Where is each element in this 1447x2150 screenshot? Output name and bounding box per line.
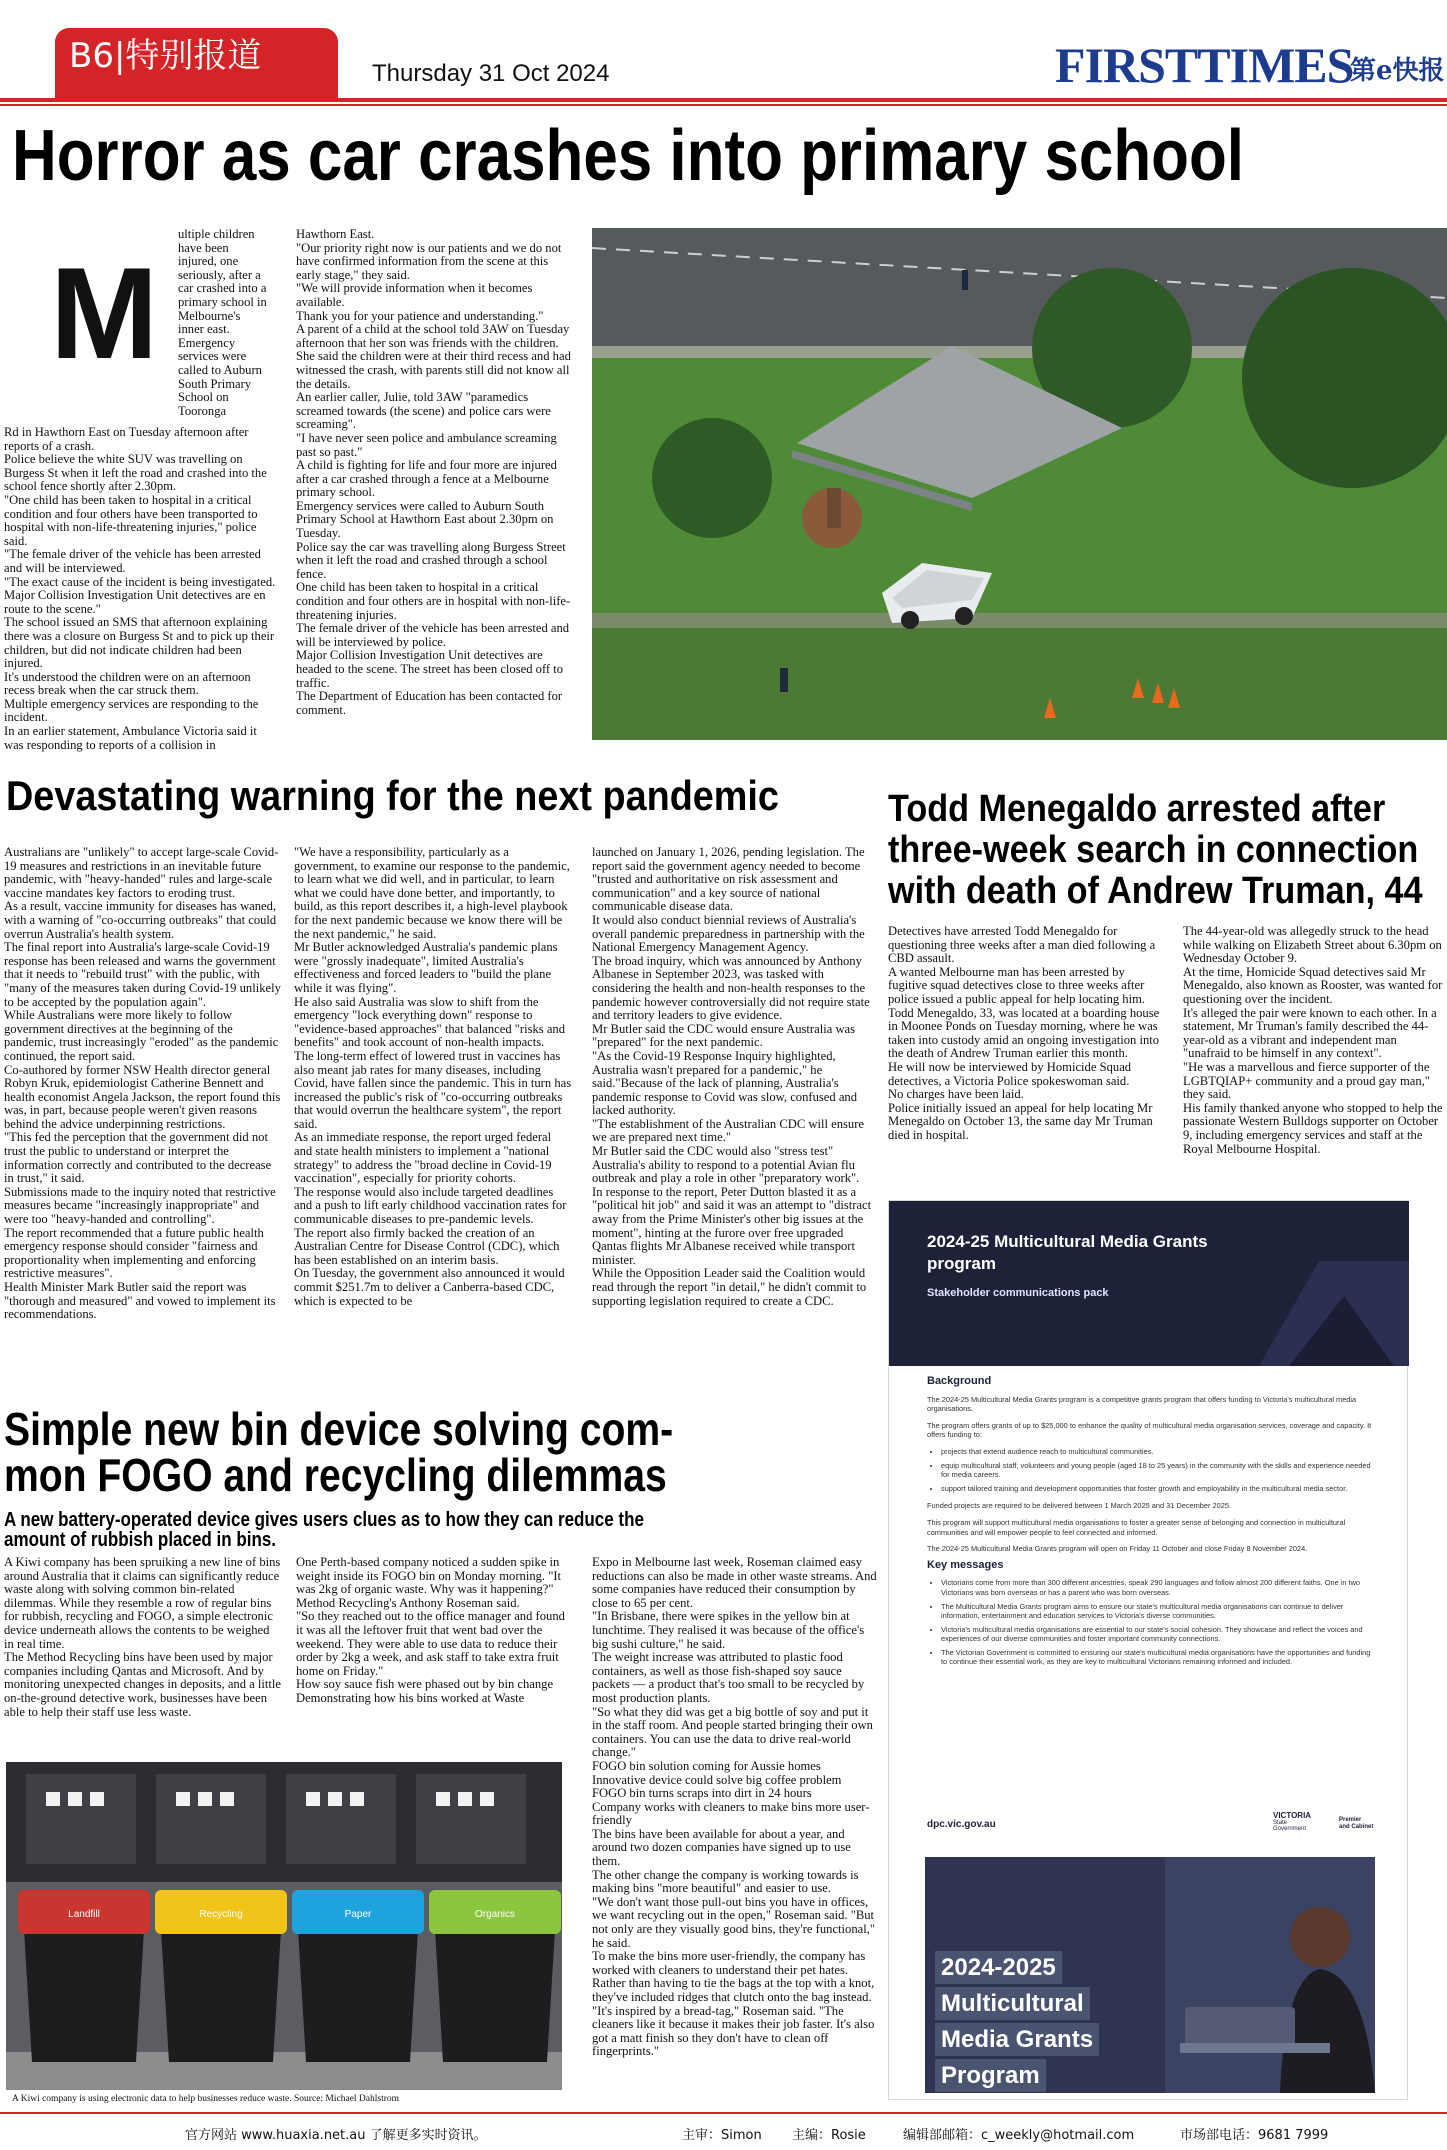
paragraph: The 44-year-old was allegedly struck to the head while walking on Elizabeth Street about 6.30pm on Wednesday October 9.	[1183, 924, 1442, 966]
paragraph: It's understood the children were on an afternoon recess break when the car struck them.	[4, 669, 251, 698]
footer-rule	[0, 2112, 1447, 2114]
paragraph: "This fed the perception that the government did not trust the public to understand or interpret the information correctly and contributed to the decrease in trust," it said.	[4, 1130, 272, 1186]
arrest-headline-line-3: with death of Andrew Truman, 44	[888, 870, 1423, 912]
grants-body	[927, 1371, 1377, 1675]
bins-headline-line-1: Simple new bin device solving com-	[4, 1403, 674, 1455]
banner-line: Multicultural	[935, 1987, 1090, 2020]
victoria-logo-sub2: Government	[1273, 1826, 1307, 1832]
paragraph: Mr Butler acknowledged Australia's pandemic plans were "grossly inadequate", limited Australia's effectiveness and forced leaders to "build the plane while it was flying".	[294, 940, 558, 995]
paragraph: The response would also include targeted deadlines and a push to lift early childhood vaccination rates for communicable diseases to pre-pandemic levels.	[294, 1184, 567, 1227]
bin-body	[24, 1930, 144, 2062]
bin-body	[161, 1930, 281, 2062]
paragraph: Australians are "unlikely" to accept large-scale Covid-19 measures and restrictions in an inevitable future pandemic, with "heavy-handed" rules and large-scale vaccine mandates key factors to eroding trust.	[4, 845, 279, 900]
paragraph: Police believe the white SUV was travelling on Burgess St when it left the road and crashed into the school fence shortly after 2.30pm.	[4, 452, 267, 494]
footer-chief-editor: 主编：Rosie	[792, 2128, 866, 2143]
paragraph: "We will provide information when it becomes available.	[296, 281, 533, 309]
grants-flyer	[888, 1200, 1408, 2100]
paragraph: launched on January 1, 2026, pending legislation. The report said the government agency needed to become "trusted and authoritative on risk assessment and communication" and a key source of national communicable disease data.	[592, 845, 865, 914]
victoria-logo-dept1: Premier	[1339, 1817, 1362, 1823]
bin-label: Recycling	[199, 1909, 243, 1920]
paragraph: Hawthorn East.	[296, 227, 375, 241]
bins-standfirst-line-1: A new battery-operated device gives users clues as to how they can reduce the	[4, 1509, 644, 1531]
banner-line: 2024-2025	[935, 1951, 1062, 1984]
paragraph: His family thanked anyone who stopped to help the passionate Western Bulldogs supporter on October 9, including emergency services and staff at the Royal Melbourne Hospital.	[1183, 1100, 1443, 1156]
paragraph: "He was a marvellous and fierce supporter of the LGBTQIAP+ community and a proud gay man," they said.	[1183, 1059, 1430, 1102]
bin-body	[298, 1930, 418, 2062]
pandemic-headline: Devastating warning for the next pandemic	[6, 772, 779, 819]
banner-line: Media Grants	[935, 2023, 1099, 2056]
paragraph: How soy sauce fish were phased out by bin change	[296, 1677, 554, 1692]
paragraph: As a result, vaccine immunity for diseases has waned, with a warning of "co-occurring outbreaks" that could overrun Australia's health system.	[4, 899, 277, 941]
paragraph: Mr Butler said the CDC would also "stress test" Australia's ability to respond to a potential Avian flu outbreak and play a role in other "preparatory work".	[592, 1144, 860, 1186]
paragraph: It's alleged the pair were known to each other. In a statement, Mr Truman's family described the 44-year-old as a vibrant and independent man "unafraid to be himself in any context".	[1183, 1005, 1437, 1061]
paragraph: "As the Covid-19 Response Inquiry highlighted, Australia wasn't prepared for a pandemic," he said."Because of the lack of planning, Australia's pandemic response to Covid was slow, confused and lacked authority.	[592, 1048, 857, 1118]
paragraph: "The female driver of the vehicle has been arrested and will be interviewed.	[4, 547, 261, 575]
crash-photo	[592, 228, 1447, 740]
paragraph: Company works with cleaners to make bins more user-friendly	[592, 1799, 870, 1828]
paragraph: Major Collision Investigation Unit detectives are headed to the scene. The street has been closed off to traffic.	[296, 648, 564, 690]
paragraph: While Australians were more likely to follow government directives at the beginning of the pandemic, trust increasingly "eroded" as the pandemic continued, the report said.	[4, 1008, 279, 1063]
banner-title	[935, 1951, 1099, 2095]
paragraph: Multiple emergency services are responding to the incident.	[4, 696, 259, 725]
grants-header-graphic	[889, 1201, 1409, 1366]
brand-logo: FIRSTTIMES	[1055, 37, 1354, 93]
paragraph: A parent of a child at the school told 3AW on Tuesday afternoon that her son was friends with the children.	[296, 322, 570, 350]
grants-paragraph: The 2024-25 Multicultural Media Grants program will open on Friday 11 October and close Friday 8 November 2024.	[927, 1544, 1308, 1554]
bin-label: Landfill	[68, 1909, 100, 1920]
crash-column-1	[4, 425, 276, 752]
footer	[0, 2118, 1447, 2148]
paragraph: It would also conduct biennial reviews of Australia's overall pandemic preparedness in partnership with the National Emergency Management Agency.	[592, 912, 865, 955]
bin-body	[435, 1930, 555, 2062]
paragraph: Todd Menegaldo, 33, was located at a boarding house in Moonee Ponds on Tuesday morning, where he was taken into custody amid an ongoing investigation into the death of Andrew Truman earlier this month.	[888, 1005, 1160, 1061]
paragraph: "In Brisbane, there were spikes in the yellow bin at lunchtime. They realised it was because of the office's big sushi culture," he said.	[592, 1609, 865, 1651]
arrest-headline-line-1: Todd Menegaldo arrested after	[888, 788, 1386, 830]
footer-editor: 主审：Simon	[682, 2128, 762, 2143]
paragraph: Co-authored by former NSW Health director general Robyn Kruk, epidemiologist Catherine Bennett and health economist Angela Jackson, the report found this was, in part, because people weren't given reasons behind the advice underpinning restrictions.	[4, 1062, 281, 1131]
paragraph: "One child has been taken to hospital in a critical condition and four others have been transported to hospital with non-life-threatening injuries," police said.	[4, 492, 258, 548]
paragraph: Demonstrating how his bins worked at Waste	[296, 1690, 525, 1705]
paragraph: Detectives have arrested Todd Menegaldo for questioning three weeks after a man died following a CBD assault.	[888, 924, 1156, 966]
arrest-headline-line-2: three-week search in connection	[888, 829, 1419, 871]
paragraph: In response to the report, Peter Dutton blasted it as a "political hit job" and said it was an attempt to "distract away from the Prime Minister's other big issues at the moment", hinting at the furore over free upgraded Qantas flights Mr Albanese received while transport minister.	[592, 1184, 872, 1267]
grants-banner	[925, 1857, 1375, 2093]
list-item: • The Multicultural Media Grants program aims to ensure our state's multicultural media organisations can continue to deliver information, entertainment and education services to Victoria's diverse communities.	[941, 1602, 1377, 1621]
grants-funding-list	[941, 1447, 1377, 1493]
footer-phone: 市场部电话：9681 7999	[1180, 2128, 1329, 2143]
paragraph: A Kiwi company has been spruiking a new line of bins around Australia that it claims can significantly reduce waste along with solving common bin-related dilemmas. While they resemble a row of regular bins for rubbish, recycling and FOGO, a simple electronic device underneath allows the contents to be weighed in real time.	[4, 1555, 281, 1651]
pandemic-column-1	[4, 846, 282, 1384]
pandemic-column-2	[294, 846, 572, 1384]
paragraph: The Department of Education has been contacted for comment.	[296, 689, 563, 717]
victoria-logo-dept2: and Cabinet	[1339, 1824, 1374, 1830]
bins-photo-caption: A Kiwi company is using electronic data to help businesses reduce waste. Source: Michael Dahlstrom	[12, 2094, 400, 2104]
victoria-logo-sub1: State	[1273, 1820, 1288, 1826]
paragraph: Health Minister Mark Butler said the report was "thorough and measured" and vowed to implement its recommendations.	[4, 1280, 276, 1322]
paragraph: "The exact cause of the incident is being investigated. Major Collision Investigation Unit detectives are en route to the scene."	[4, 574, 276, 616]
bins-column-3	[592, 1556, 877, 2096]
paragraph: The school issued an SMS that afternoon explaining there was a closure on Burgess St and to pick up their children, but did not indicate children had been injured.	[4, 615, 275, 671]
paragraph: The final report into Australia's large-scale Covid-19 response has been released and warns the government that it needs to "rebuild trust" with the public, with "many of the measures taken during Covid-19 unlikely to be accepted by the population again".	[4, 940, 281, 1009]
paragraph: "I have never seen police and ambulance screaming past so past."	[296, 430, 557, 459]
bins-image	[6, 1762, 562, 2090]
brand-logo-cn: 第e快报	[1350, 56, 1445, 86]
bins-photo	[6, 1762, 562, 2090]
paragraph: The long-term effect of lowered trust in vaccines has also meant jab rates for many diseases, including Covid, have fallen since the pandemic. This in turn has increased the public's risk of "co-occurring outbreaks that would overrun the healthcare system", the report said.	[294, 1048, 572, 1131]
drop-cap: M	[50, 240, 159, 386]
paragraph: A child is fighting for life and four more are injured after a car crashed through a fence at a Melbourne primary school.	[296, 458, 557, 500]
paragraph: A wanted Melbourne man has been arrested by fugitive squad detectives close to three weeks after police issued a public appeal for help locating him.	[888, 964, 1146, 1006]
list-item: • Victoria's multicultural media organisations are essential to our state's social cohesion. They showcase and reflect the voices and experiences of our diverse communities and foster important community connections.	[941, 1625, 1377, 1644]
list-item: • projects that extend audience reach to multicultural communities.	[941, 1447, 1377, 1457]
grants-paragraph: This program will support multicultural media organisations to foster a greater sense of belonging and connection in multicultural communities and will empower people to feel connected and informed.	[927, 1517, 1346, 1537]
bins-column-2	[296, 1556, 574, 1756]
grants-paragraph: The program offers grants of up to $25,000 to enhance the quality of multicultural media organisation services, coverage and capacity. It offers funding to:	[927, 1420, 1372, 1440]
grants-key-list	[941, 1578, 1377, 1667]
arrest-column-2	[1183, 924, 1445, 1156]
grants-background-heading: Background	[927, 1375, 992, 1387]
arrest-column-1	[888, 925, 1160, 1150]
paragraph: The broad inquiry, which was announced by Anthony Albanese in September 2023, was tasked with considering the health and non-health responses to the pandemic however controversially did not require state and territory leaders to give evidence.	[592, 953, 870, 1023]
banner-line: Program	[935, 2059, 1046, 2092]
paragraph: One Perth-based company noticed a sudden spike in weight inside its FOGO bin on Monday morning. "It was 2kg of organic waste. Why was it happening?" Method Recycling's Anthony Roseman said.	[296, 1555, 562, 1610]
grants-paragraph: Funded projects are required to be delivered between 1 March 2025 and 31 December 2025.	[927, 1501, 1232, 1511]
paragraph: "It's inspired by a bread-tag," Roseman said. "The cleaners like it because it makes their job faster. It's also got a matt finish so they don't have to clean off fingerprints."	[592, 2003, 875, 2059]
grants-key-heading: Key messages	[927, 1558, 1004, 1571]
section-tab: B6|特别报道	[55, 28, 338, 98]
bins-column-1	[4, 1556, 282, 1756]
paragraph: Thank you for your patience and understanding."	[296, 308, 544, 323]
grants-header	[889, 1201, 1409, 1366]
paragraph: As an immediate response, the report urged federal and state health ministers to implement a "national strategy" to address the "broad decline in Covid-19 vaccination", especially for priority cohorts.	[294, 1130, 552, 1186]
victoria-logo-text: VICTORIA	[1273, 1811, 1312, 1820]
paragraph: Mr Butler said the CDC would ensure Australia was "prepared" for the next pandemic.	[592, 1021, 856, 1050]
crash-column-2	[296, 228, 571, 733]
paragraph: "The establishment of the Australian CDC will ensure we are prepared next time."	[592, 1116, 865, 1145]
list-item: • equip multicultural staff, volunteers and young people (aged 18 to 25 years) in the community with the skills and experience needed for media careers.	[941, 1461, 1377, 1480]
footer-email: 编辑部邮箱：c_weekly@hotmail.com	[903, 2128, 1135, 2143]
paragraph: While the Opposition Leader said the Coalition would read through the report "in detail," he didn't commit to supporting legislation required to create a CDC.	[592, 1266, 867, 1308]
paragraph: She said the children were at their third recess and had witnessed the crash, with parents still did not know all the details.	[296, 349, 571, 391]
paragraph: On Tuesday, the government also announced it would commit $251.7m to deliver a Canberra-based CDC, which is expected to be	[294, 1266, 565, 1308]
pandemic-column-3	[592, 846, 877, 1384]
victoria-logo	[1273, 1811, 1374, 1832]
paragraph: Innovative device could solve big coffee problem	[592, 1772, 842, 1787]
paragraph: An earlier caller, Julie, told 3AW "paramedics screamed towards (the scene) and police cars were screaming".	[296, 390, 551, 432]
bin-label: Organics	[474, 1909, 516, 1920]
crash-scene-image	[592, 228, 1447, 740]
paragraph: FOGO bin solution coming for Aussie homes	[592, 1758, 821, 1773]
paragraph: Rd in Hawthorn East on Tuesday afternoon after reports of a crash.	[4, 425, 249, 453]
paragraph: "We have a responsibility, particularly as a government, to examine our response to the pandemic, to learn what we did well, and in particular, to learn what we could have done better, and importantly, to build, as this report describes it, a high-level playbook for the next pandemic because we know there will be the next pandemic," he said.	[294, 845, 570, 941]
list-item: • support tailored training and development opportunities that foster growth and employability in the multicultural media sector.	[941, 1484, 1377, 1494]
list-item: • The Victorian Government is committed to ensuring our state's multicultural media organisations have the opportunities and funding to continue their essential work, as they are key to multicultural Victorians remaining informed and included.	[941, 1648, 1377, 1667]
bin-label: Paper	[344, 1909, 372, 1920]
masthead-rule	[0, 98, 1447, 102]
paragraph: To make the bins more user-friendly, the company has worked with cleaners to understand their pet hates. Rather than having to tie the bags at the top with a knot, they've included ridges that clutch onto the bag instead.	[592, 1949, 875, 2004]
grants-subtitle: Stakeholder communications pack	[927, 1287, 1109, 1299]
paragraph: He also said Australia was slow to shift from the emergency "lock everything down" response to "evidence-based approaches" that balanced "risks and benefits" and took account of non-health impacts.	[294, 994, 566, 1050]
crash-headline: Horror as car crashes into primary school	[12, 116, 1244, 196]
paragraph: The Method Recycling bins have been used by major companies including Qantas and Microsoft. And by monitoring unexpected changes in deposits, and a little on-the-ground detective work, businesses have been able to help their staff use less waste.	[4, 1650, 281, 1719]
grants-title: 2024-25 Multicultural Media Grants program	[927, 1232, 1208, 1273]
paragraph: The report also firmly backed the creation of an Australian Centre for Disease Control (CDC), which has been established on an interim basis.	[294, 1225, 560, 1267]
paragraph: The weight increase was attributed to plastic food containers, as well as those fish-shaped soy sauce packets — a product that's too small to be recycled by most production plants.	[592, 1650, 865, 1705]
paragraph: Expo in Melbourne last week, Roseman claimed easy reductions can also be made in other waste streams. And some companies have reduced their consumption by close to 65 per cent.	[592, 1555, 877, 1610]
paragraph: "We don't want those pull-out bins you have in offices, we want recycling out in the open," Roseman said. "But not only are they visually good bins, they're functional," he said.	[592, 1894, 876, 1950]
paragraph: The female driver of the vehicle has been arrested and will be interviewed by police.	[296, 621, 570, 649]
masthead-rule-thin	[0, 104, 1447, 106]
paragraph: "So what they did was get a big bottle of soy and put it in the staff room. And people started bringing their own containers. You can use the data to drive real-world change."	[592, 1704, 873, 1760]
paragraph: FOGO bin turns scraps into dirt in 24 hours	[592, 1786, 812, 1801]
bins-standfirst-line-2: amount of rubbish placed in bins.	[4, 1529, 277, 1551]
paragraph: In an earlier statement, Ambulance Victoria said it was responding to reports of a collision in	[4, 724, 257, 752]
crash-intro: ultiple children have been injured, one seriously, after a car crashed into a primary school in Melbourne's inner east. Emergency services were called to Auburn South Primary School on Tooronga	[178, 227, 267, 418]
bins-headline-line-2: mon FOGO and recycling dilemmas	[4, 1449, 667, 1501]
paragraph: "So they reached out to the office manager and found it was all the leftover fruit that went bad over the weekend. They were able to use data to reduce their order by 2kg a week, and ask staff to take extra fruit home on Friday."	[296, 1609, 565, 1678]
paragraph: At the time, Homicide Squad detectives said Mr Menegaldo, also known as Rooster, was wanted for questioning over the incident.	[1183, 964, 1443, 1006]
paragraph: The bins have been available for about a year, and around two dozen companies have signed up to use them.	[592, 1826, 851, 1869]
grants-url: dpc.vic.gov.au	[927, 1819, 996, 1830]
paragraph: Police initially issued an appeal for help locating Mr Menegaldo on October 13, the same day Mr Truman died in hospital.	[888, 1100, 1153, 1142]
paragraph: Emergency services were called to Auburn South Primary School at Hawthorn East about 2.30pm on Tuesday.	[296, 498, 554, 541]
paragraph: Submissions made to the inquiry noted that restrictive measures became "increasingly inappropriate" and were too "heavy-handed and controlling".	[4, 1184, 276, 1227]
paragraph: One child has been taken to hospital in a critical condition and four others are in hospital with non-life-threatening injuries.	[296, 580, 571, 622]
paragraph: "Our priority right now is our patients and we do not have confirmed information from the scene at this early stage," they said.	[296, 240, 562, 282]
footer-site: 官方网站 www.huaxia.net.au 了解更多实时资讯。	[185, 2128, 487, 2143]
paragraph: The report recommended that a future public health emergency response should consider "fairness and proportionality when implementing and enforcing restrictive measures".	[4, 1225, 264, 1281]
paragraph: The other change the company is working towards is making bins "more beautiful" and easier to use.	[592, 1867, 859, 1896]
list-item: • Victorians come from more than 300 different ancestries, speak 290 languages and follow almost 200 different faiths. One in two Victorians was born overseas or has a parent who was born overseas.	[941, 1578, 1377, 1597]
grants-paragraph: The 2024-25 Multicultural Media Grants program is a competitive grants program that offers funding to Victoria's multicultural media organisations.	[927, 1394, 1357, 1414]
paragraph: No charges have been laid.	[888, 1087, 1024, 1102]
paragraph: Police say the car was travelling along Burgess Street when it left the road and crashed through a school fence.	[296, 539, 566, 581]
issue-date: Thursday 31 Oct 2024	[372, 60, 610, 87]
paragraph: He will now be interviewed by Homicide Squad detectives, a Victoria Police spokeswoman said.	[888, 1059, 1132, 1088]
